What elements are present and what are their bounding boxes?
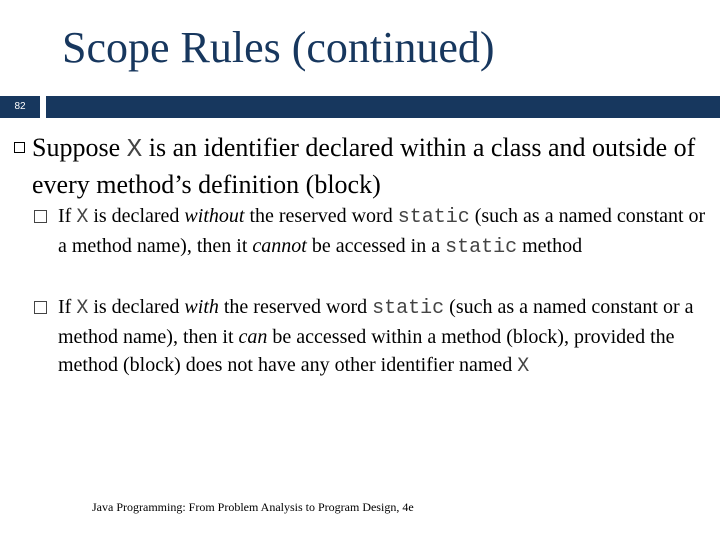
sub-bullet-with-static	[58, 293, 718, 381]
square-bullet-icon	[14, 142, 25, 153]
text: If	[58, 205, 77, 227]
text: the reserved word	[244, 205, 398, 227]
title-rule-bar	[46, 96, 720, 118]
slide-title: Scope Rules (continued)	[62, 23, 495, 72]
bullet-main	[32, 130, 712, 203]
code-keyword: static	[445, 236, 518, 259]
code-identifier: X	[76, 206, 89, 229]
text: (such as a named constant or a method name), then it	[58, 296, 694, 348]
text: is declared	[88, 296, 185, 318]
sub-bullet-without-static	[58, 202, 718, 262]
text: the reserved word	[218, 296, 373, 318]
text: method	[517, 235, 583, 257]
text: be accessed in a	[306, 235, 446, 257]
emphasis: without	[184, 205, 245, 227]
code-identifier: X	[76, 297, 89, 320]
text: be accessed within a method (block), provided the method (block) does not have any other identifier named	[58, 326, 675, 376]
code-identifier: X	[517, 355, 530, 378]
code-keyword: static	[372, 297, 445, 320]
emphasis: can	[238, 326, 268, 348]
text: is declared	[88, 205, 185, 227]
square-bullet-icon	[34, 210, 47, 223]
text: Suppose	[32, 133, 127, 162]
footer-text: Java Programming: From Problem Analysis to Program Design, 4e	[92, 500, 414, 514]
code-identifier: X	[126, 134, 143, 164]
text: If	[58, 296, 77, 318]
slide-number: 82	[14, 101, 26, 112]
emphasis: with	[184, 296, 219, 318]
code-keyword: static	[397, 206, 470, 229]
text: (such as a named constant or a method name), then it	[58, 205, 706, 257]
text: is an identifier declared within a class and outside of every method’s definition (block)	[32, 133, 696, 199]
emphasis: cannot	[252, 235, 307, 257]
square-bullet-icon	[34, 301, 47, 314]
